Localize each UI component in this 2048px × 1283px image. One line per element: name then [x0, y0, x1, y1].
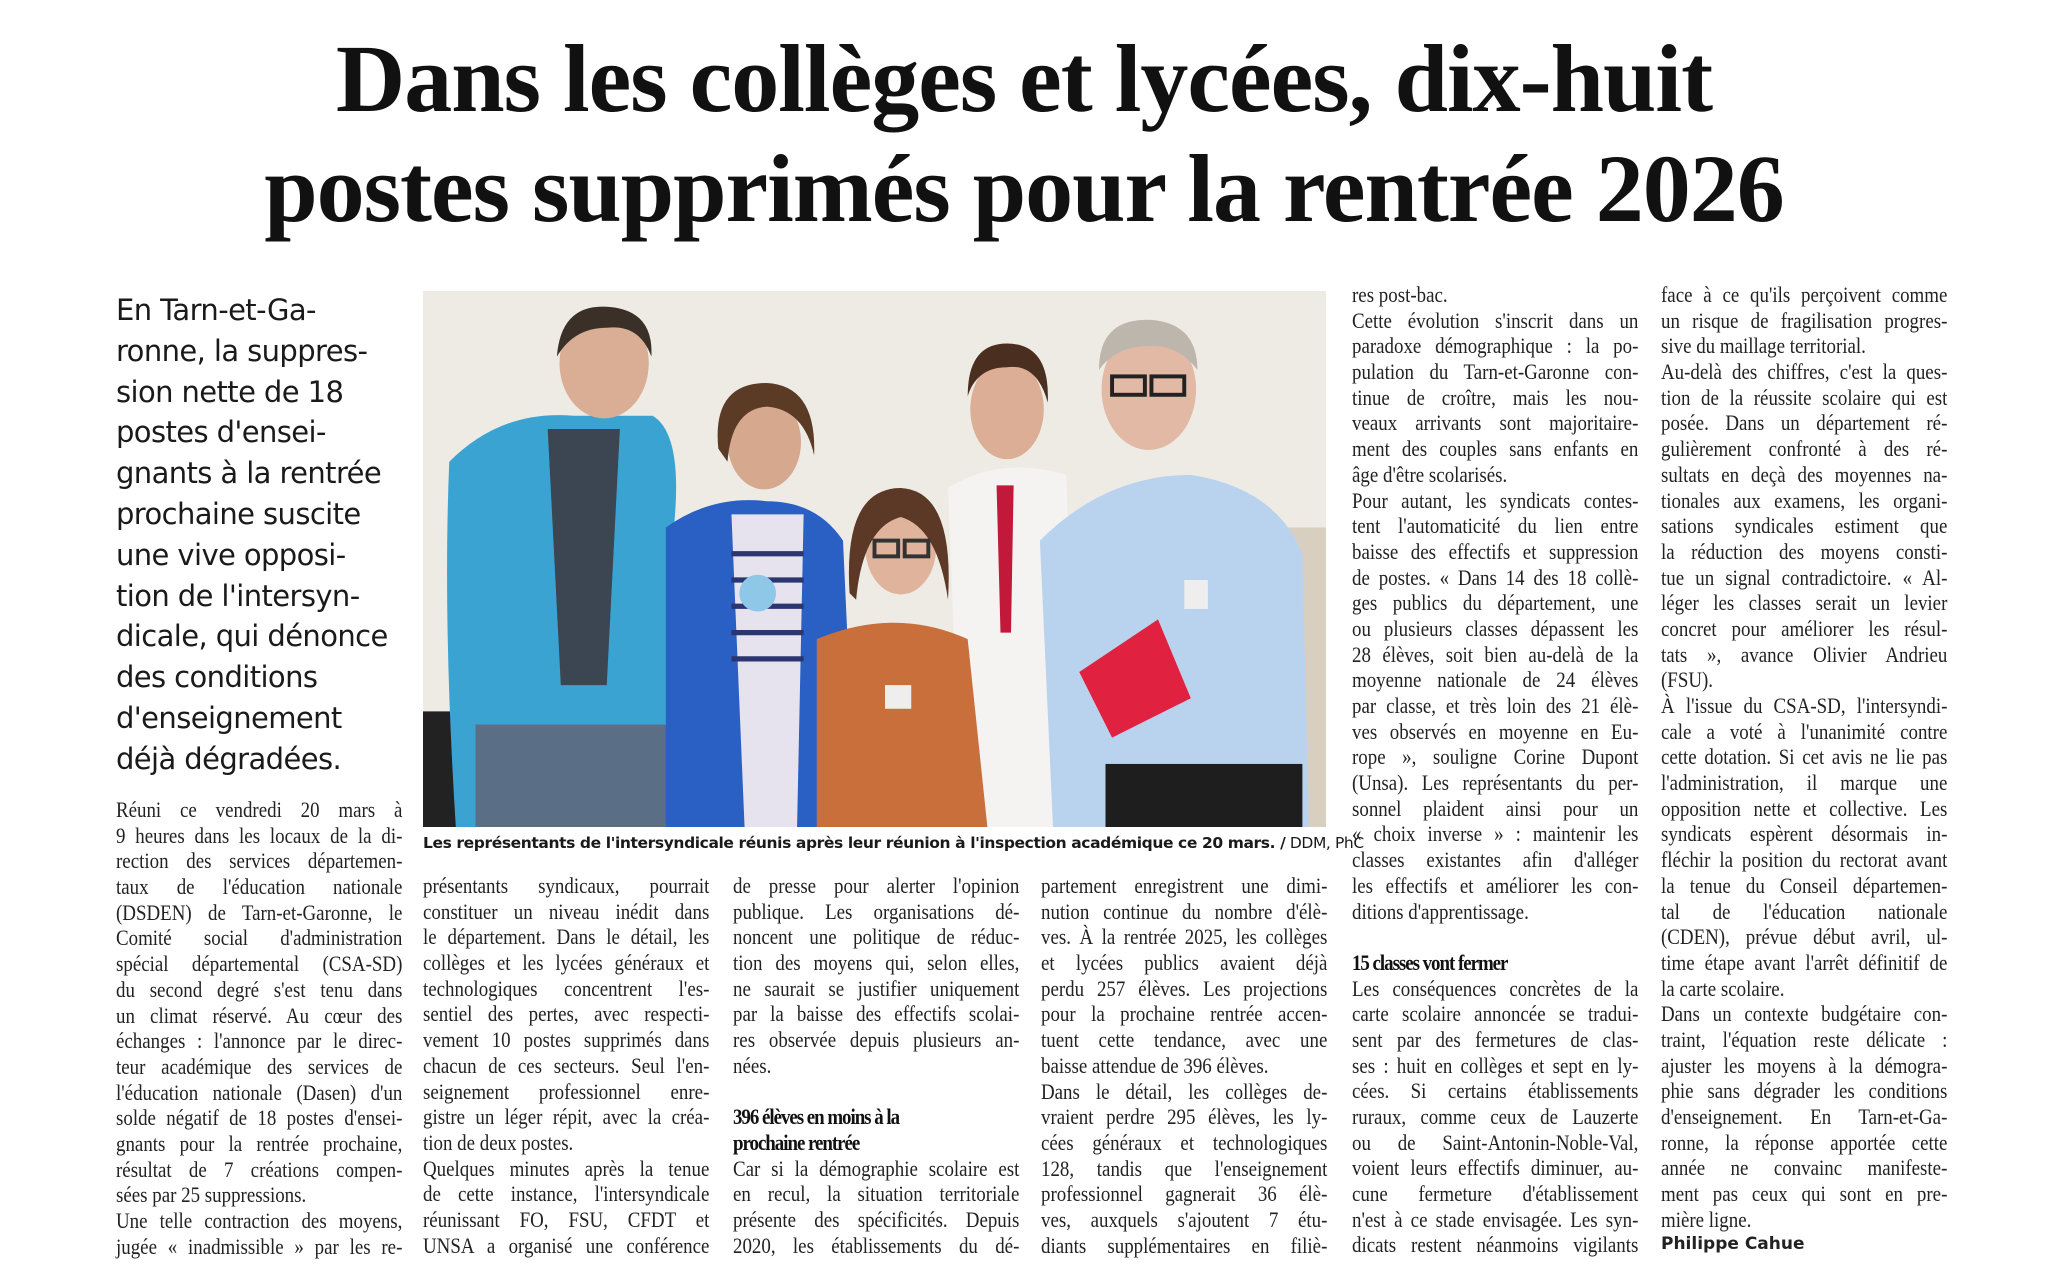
text-line: ment des couples sans enfants en [1352, 436, 1639, 462]
text-line: solde négatif de 18 postes d'ensei- [116, 1105, 403, 1131]
text-line: sonnel plaident ainsi pour un [1352, 795, 1639, 821]
text-line: posée. Dans un département ré- [1661, 410, 1948, 436]
text-line: la tenue du Conseil départemen- [1661, 872, 1948, 898]
text-line: nution continue du nombre d'élè- [1041, 898, 1328, 924]
text-line: vraient perdre 295 élèves, les ly- [1041, 1104, 1328, 1130]
text-line: face à ce qu'ils perçoivent comme [1661, 282, 1948, 307]
lede-line: ronne, la suppres- [116, 333, 368, 368]
text-line: Dans un contexte budgétaire con- [1661, 1001, 1948, 1027]
text-line: nées. [733, 1052, 772, 1078]
text-line: par la baisse des effectifs scolai- [733, 1001, 1020, 1027]
text-line: Au-delà des chiffres, c'est la ques- [1661, 359, 1948, 385]
text-line: tinue de croître, mais les nou- [1352, 384, 1639, 410]
text-line: perdu 257 élèves. Les projections [1041, 975, 1328, 1001]
text-line: pour la prochaine rentrée accen- [1041, 1001, 1328, 1027]
text-line: technologiques concentrent l'es- [423, 975, 710, 1001]
text-line: ne saurait se justifier uniquement [733, 975, 1020, 1001]
text-line: taux de l'éducation nationale [116, 874, 403, 900]
text-line: ment pas ceux qui sont en pre- [1661, 1181, 1948, 1207]
text-line: sations syndicales estiment que [1661, 513, 1948, 539]
photo-caption [423, 830, 1364, 856]
text-line: noncent une politique de réduc- [733, 924, 1020, 950]
text-line: partement enregistrent une dimi- [1041, 873, 1328, 898]
text-line: le département. Dans le détail, les [423, 924, 710, 950]
text-line: de cette instance, l'intersyndicale [423, 1181, 710, 1207]
text-line: syndicats espèrent désormais in- [1661, 821, 1948, 847]
article-column-3 [733, 873, 1019, 1258]
lede-line: sion nette de 18 [116, 374, 344, 409]
text-line: carte scolaire annoncée se tradui- [1352, 1001, 1639, 1027]
article-photo [423, 291, 1326, 827]
text-line: paradoxe démographique : la po- [1352, 333, 1639, 359]
text-line: (DSDEN) de Tarn-et-Garonne, le [116, 899, 403, 925]
text-line: cées généraux et technologiques [1041, 1129, 1328, 1155]
text-line: tion de la réussite scolaire qui est [1661, 384, 1948, 410]
text-line: sentiel des pertes, avec respecti- [423, 1001, 710, 1027]
text-line: seignement professionnel enre- [423, 1078, 710, 1104]
text-line: ves. À la rentrée 2025, les collèges [1041, 924, 1328, 950]
text-line: Cette évolution s'inscrit dans un [1352, 307, 1639, 333]
text-line: mière ligne. [1661, 1206, 1752, 1232]
lede-line: une vive opposi- [116, 537, 346, 572]
text-line: jugée « inadmissible » par les re- [116, 1233, 403, 1259]
text-line: time étape avant l'arrêt définitif de [1661, 949, 1948, 975]
text-line: présentants syndicaux, pourrait [423, 873, 710, 898]
text-line: de presse pour alerter l'opinion [733, 873, 1020, 898]
text-line: ditions d'apprentissage. [1352, 898, 1529, 924]
text-line: léger les classes serait un levier [1661, 590, 1948, 616]
lede-line: des conditions [116, 660, 318, 695]
caption-text: Les représentants de l'intersyndicale réunis après leur réunion à l'inspection académique ce 20 mars. / [423, 834, 1286, 852]
text-line [1352, 924, 1638, 950]
text-line: res post-bac. [1352, 282, 1448, 307]
section-heading: 15 classes vont fermer [1352, 949, 1508, 975]
text-line: voient leurs effectifs diminuer, au- [1352, 1155, 1639, 1181]
lede-line: dicale, qui dénonce [116, 619, 388, 654]
text-line: l'administration, il marque une [1661, 770, 1948, 796]
text-line: les effectifs et améliorer les con- [1352, 872, 1639, 898]
text-line: Pour autant, les syndicats contes- [1352, 487, 1639, 513]
text-line: gulièrement confronté à des ré- [1661, 436, 1948, 462]
text-line: ses : huit en collèges et sept en ly- [1352, 1052, 1639, 1078]
text-line [733, 1079, 1019, 1105]
text-line: gistre un léger répit, avec la créa- [423, 1104, 710, 1130]
text-line: ves observés en moyenne en Eu- [1352, 718, 1639, 744]
author-signature: Philippe Cahue [1661, 1234, 1805, 1255]
lede-line: d'enseignement [116, 700, 342, 735]
text-line: Les conséquences concrètes de la [1352, 975, 1639, 1001]
text-line: « choix inverse » : maintenir les [1352, 821, 1639, 847]
text-line: spécial départemental (CSA-SD) [116, 951, 403, 977]
text-line: tionales aux examens, les organi- [1661, 487, 1948, 513]
text-line: classes existantes afin d'alléger [1352, 847, 1639, 873]
text-line: sive du maillage territorial. [1661, 333, 1866, 359]
text-line: concret pour améliorer les résul- [1661, 615, 1948, 641]
text-line: Quelques minutes après la tenue [423, 1155, 710, 1181]
text-line: (Unsa). Les représentants du per- [1352, 770, 1639, 796]
text-line: 128, tandis que l'enseignement [1041, 1155, 1328, 1181]
text-line: Une telle contraction des moyens, [116, 1208, 403, 1233]
text-line: chacun de ces secteurs. Seul l'en- [423, 1052, 710, 1078]
text-line: publique. Les organisations dé- [733, 898, 1020, 924]
text-line: 28 élèves, soit bien au-delà de la [1352, 641, 1639, 667]
text-line: ou plusieurs classes dépassent les [1352, 615, 1639, 641]
text-line: (CDEN), prévue début avril, ul- [1661, 924, 1948, 950]
text-line: réunissant FO, FSU, CFDT et [423, 1206, 710, 1232]
text-line: et lycées publics avaient déjà [1041, 950, 1328, 976]
text-line: tuent cette tendance, avec une [1041, 1027, 1328, 1053]
photo-credit: DDM, PhC [1289, 834, 1364, 852]
text-line: 9 heures dans les locaux de la di- [116, 822, 403, 848]
text-line: res observée depuis plusieurs an- [733, 1027, 1020, 1053]
text-line: gnants pour la rentrée prochaine, [116, 1130, 403, 1156]
text-line: ruraux, comme ceux de Lauzerte [1352, 1104, 1639, 1129]
text-line: tent l'automaticité du lien entre [1352, 513, 1639, 539]
lede-paragraph [116, 290, 416, 780]
text-line: tion de deux postes. [423, 1129, 574, 1155]
text-line: présente des spécificités. Depuis [733, 1206, 1020, 1232]
text-line: pulation du Tarn-et-Garonne con- [1352, 359, 1639, 385]
article-column-1 [116, 797, 402, 1259]
text-line: vement 10 postes supprimés dans [423, 1027, 710, 1053]
text-line: baisse des effectifs et suppression [1352, 538, 1639, 564]
text-line: sultats en deçà des moyennes na- [1661, 461, 1948, 487]
text-line: par classe, et très loin des 21 élè- [1352, 693, 1639, 718]
text-line: tion des moyens qui, selon elles, [733, 950, 1020, 976]
text-line: cale a voté à l'unanimité contre [1661, 718, 1948, 744]
text-line: un climat réservé. Au cœur des [116, 1002, 403, 1028]
text-line: professionnel gagnerait 36 élè- [1041, 1181, 1328, 1207]
text-line: la réduction des moyens consti- [1661, 538, 1948, 564]
text-line: traint, l'équation reste délicate : [1661, 1026, 1948, 1052]
text-line: opposition nette et collective. Les [1661, 795, 1948, 821]
text-line: d'enseignement. En Tarn-et-Ga- [1661, 1104, 1948, 1129]
text-line: tal de l'éducation nationale [1661, 898, 1948, 924]
text-line: dicats restent néanmoins vigilants [1352, 1232, 1639, 1258]
text-line: un risque de fragilisation progres- [1661, 307, 1948, 333]
text-line: la carte scolaire. [1661, 975, 1785, 1001]
article-column-5 [1352, 282, 1638, 1258]
text-line: constituer un niveau inédit dans [423, 898, 710, 924]
lede-line: postes d'ensei- [116, 415, 326, 450]
text-line: résultat de 7 créations compen- [116, 1156, 403, 1182]
section-heading: 396 élèves en moins à la [733, 1104, 899, 1130]
text-line: cées. Si certains établissements [1352, 1078, 1639, 1104]
text-line: baisse attendue de 396 élèves. [1041, 1052, 1269, 1078]
section-heading: prochaine rentrée [733, 1129, 860, 1155]
text-line: du second degré s'est tenu dans [116, 976, 403, 1002]
text-line: tue un signal contradictoire. « Al- [1661, 564, 1948, 590]
text-line: moyenne nationale de 24 élèves [1352, 667, 1639, 693]
text-line: teur académique des services de [116, 1053, 403, 1079]
text-line: rection des services départemen- [116, 848, 403, 874]
text-line: ves, auxquels s'ajoutent 7 étu- [1041, 1206, 1328, 1232]
text-line: rope », souligne Corine Dupont [1352, 744, 1639, 770]
article-column-4 [1041, 873, 1327, 1258]
text-line: 2020, les établissements du dé- [733, 1232, 1020, 1258]
text-line: n'est à ce stade envisagée. Les syn- [1352, 1206, 1639, 1232]
text-line: sées par 25 suppressions. [116, 1182, 307, 1208]
text-line: UNSA a organisé une conférence [423, 1232, 710, 1258]
text-line: (FSU). [1661, 667, 1714, 693]
text-line: À l'issue du CSA-SD, l'intersyndi- [1661, 693, 1948, 718]
text-line: âge d'être scolarisés. [1352, 461, 1508, 487]
text-line: veaux arrivants sont majoritaire- [1352, 410, 1639, 436]
lede-line: En Tarn-et-Ga- [116, 293, 316, 327]
lede-line: déjà dégradées. [116, 741, 342, 776]
text-line: de postes. « Dans 14 des 18 collè- [1352, 564, 1639, 590]
text-line: l'éducation nationale (Dasen) d'un [116, 1079, 403, 1105]
text-line: ou de Saint-Antonin-Noble-Val, [1352, 1129, 1639, 1155]
text-line: ronne, la réponse apportée cette [1661, 1129, 1948, 1155]
text-line: Dans le détail, les collèges de- [1041, 1078, 1328, 1104]
text-line: ajuster les moyens à la démogra- [1661, 1052, 1948, 1078]
article-column-2 [423, 873, 709, 1258]
headline-line-1: Dans les collèges et lycées, dix-huit [335, 25, 1713, 132]
text-line: sent par des fermetures de clas- [1352, 1026, 1639, 1052]
text-line: diants supplémentaires en filiè- [1041, 1232, 1328, 1258]
text-line: ges publics du département, une [1352, 590, 1639, 616]
text-line: collèges et les lycées généraux et [423, 950, 710, 976]
text-line: cune fermeture d'établissement [1352, 1181, 1639, 1207]
text-line: fléchir la position du rectorat avant [1661, 847, 1948, 873]
text-line: année ne convainc manifeste- [1661, 1155, 1948, 1181]
lede-line: prochaine suscite [116, 496, 361, 531]
text-line: Car si la démographie scolaire est [733, 1155, 1020, 1181]
text-line: Réuni ce vendredi 20 mars à [116, 797, 403, 822]
text-line: en recul, la situation territoriale [733, 1181, 1020, 1207]
text-line: cette dotation. Si cet avis ne lie pas [1661, 744, 1948, 770]
headline-line-2: postes supprimés pour la rentrée 2026 [264, 135, 1784, 242]
article-column-6 [1661, 282, 1947, 1258]
text-line: Comité social d'administration [116, 925, 403, 951]
lede-line: gnants à la rentrée [116, 456, 382, 491]
text-line: tats », avance Olivier Andrieu [1661, 641, 1948, 667]
text-line: échanges : l'annonce par le direc- [116, 1028, 403, 1054]
text-line: phie sans dégrader les conditions [1661, 1078, 1948, 1104]
lede-line: tion de l'intersyn- [116, 578, 360, 613]
